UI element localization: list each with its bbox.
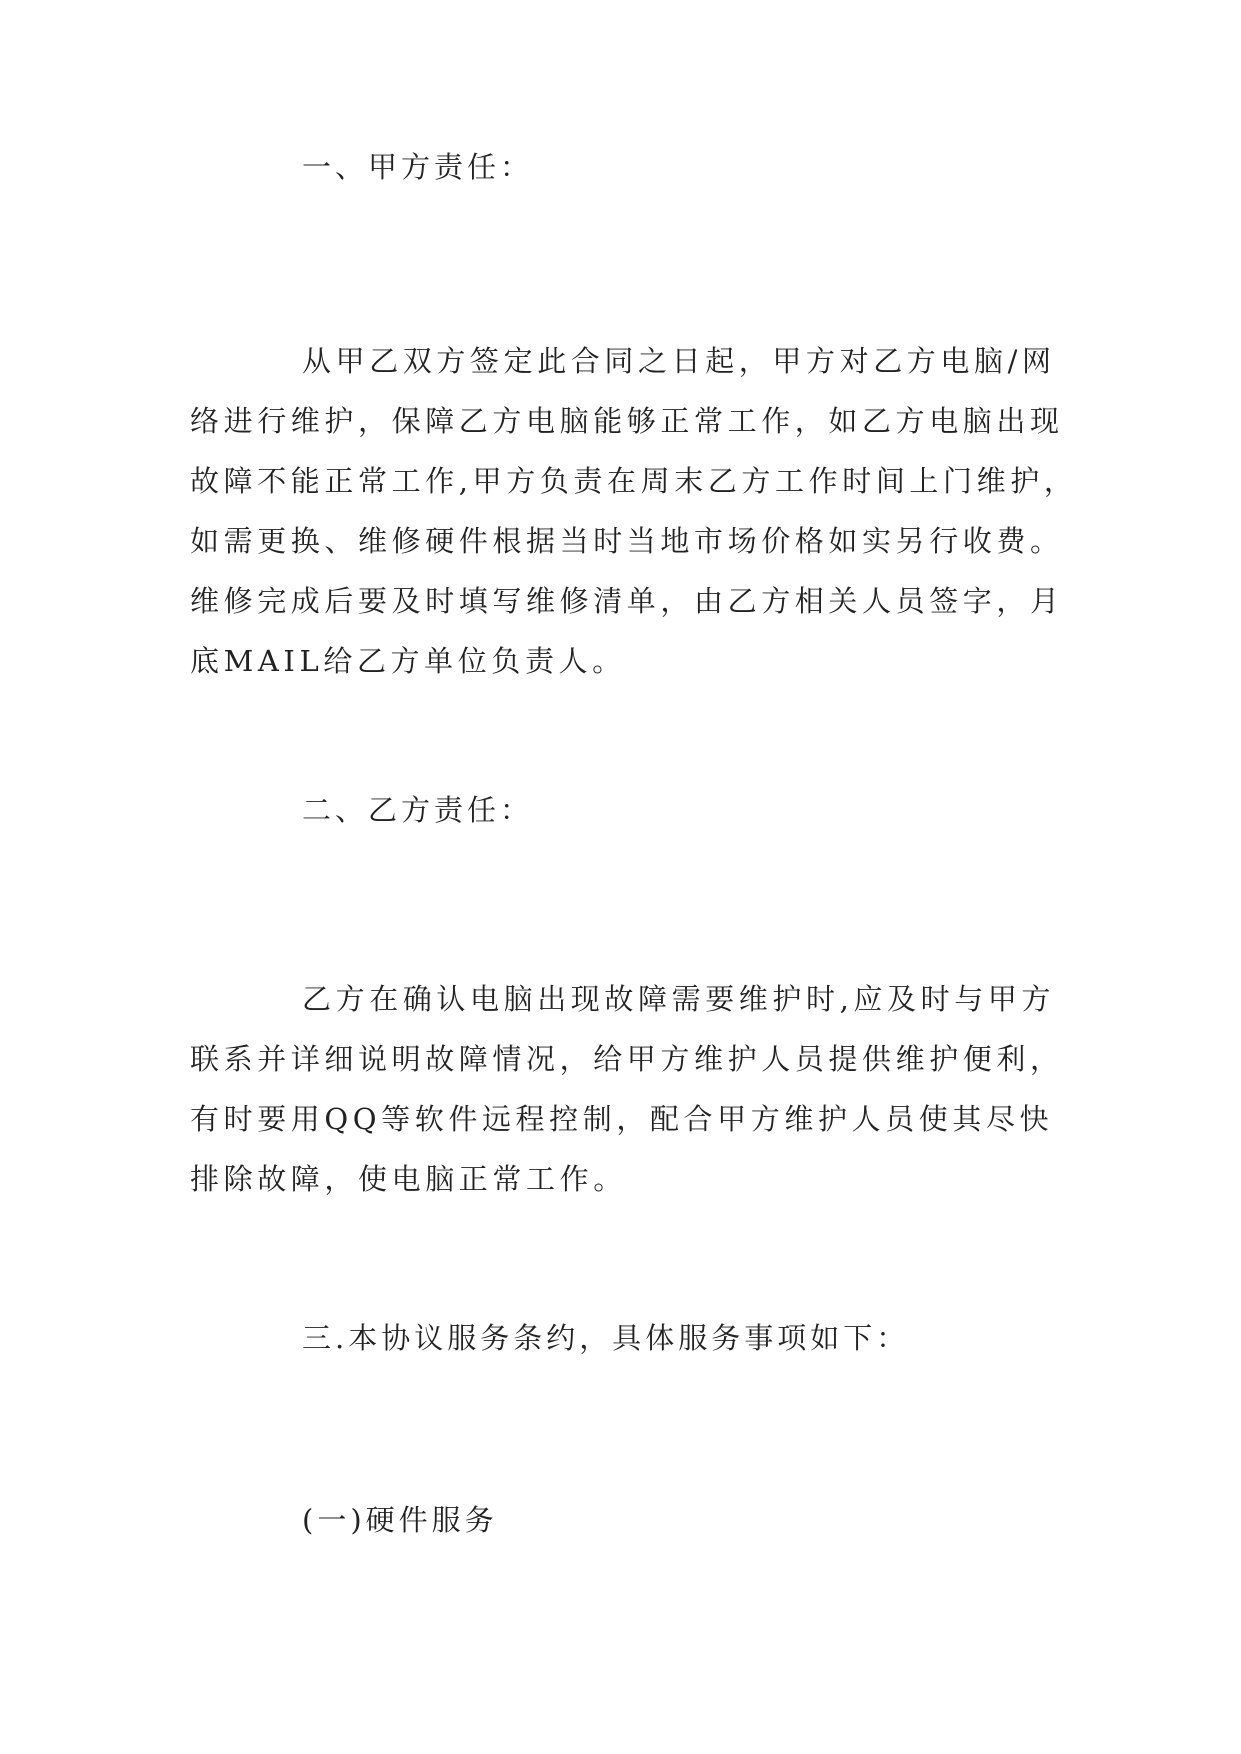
paragraph-line: 故障不能正常工作,甲方负责在周末乙方工作时间上门维护，	[190, 464, 1078, 498]
section-heading-party-a: 一、甲方责任：	[302, 150, 534, 184]
paragraph-line: 乙方在确认电脑出现故障需要维护时,应及时与甲方	[302, 982, 1056, 1016]
paragraph-party-b	[190, 969, 1070, 1209]
paragraph-line: 维修完成后要及时填写维修清单，由乙方相关人员签字，月	[190, 584, 1064, 618]
section-heading-party-b: 二、乙方责任：	[302, 793, 534, 827]
paragraph-line: 有时要用QQ等软件远程控制，配合甲方维护人员使其尽快	[190, 1102, 1054, 1136]
section-heading-hardware-service: (一)硬件服务	[302, 1503, 498, 1537]
paragraph-line: 排除故障，使电脑正常工作。	[190, 1162, 627, 1196]
paragraph-party-a	[190, 331, 1078, 691]
paragraph-line: 联系并详细说明故障情况，给甲方维护人员提供维护便利，	[190, 1042, 1064, 1076]
paragraph-line: 如需更换、维修硬件根据当时当地市场价格如实另行收费。	[190, 524, 1064, 558]
paragraph-line: 底MAIL给乙方单位负责人。	[190, 644, 626, 678]
paragraph-line: 络进行维护，保障乙方电脑能够正常工作，如乙方电脑出现	[190, 404, 1064, 438]
section-heading-service-terms: 三.本协议服务条约，具体服务事项如下：	[302, 1321, 910, 1355]
paragraph-line: 从甲乙双方签定此合同之日起，甲方对乙方电脑/网	[302, 344, 1056, 378]
